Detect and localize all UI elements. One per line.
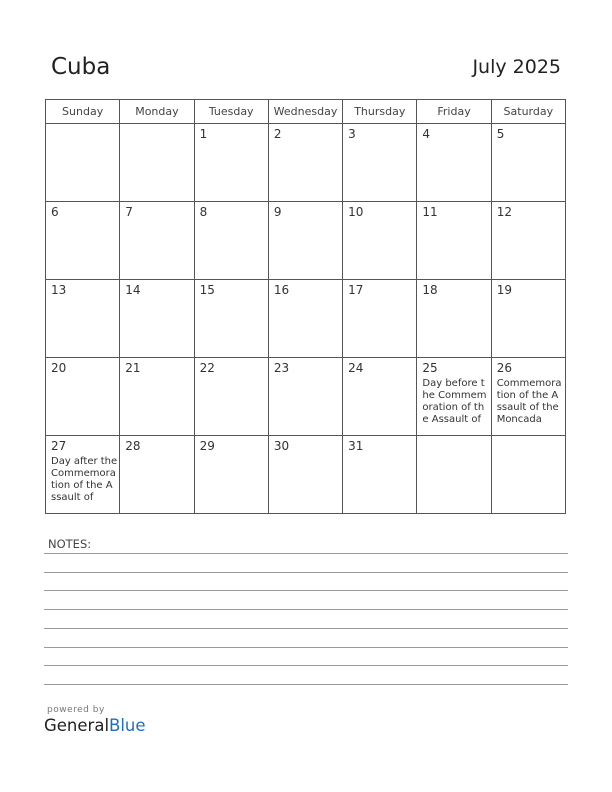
day-number: 16: [273, 283, 290, 297]
day-cell: [194, 280, 268, 358]
day-number: 29: [199, 439, 215, 453]
day-number: 31: [348, 439, 364, 453]
weekday-header-row: [46, 100, 566, 124]
day-cell: [194, 436, 268, 514]
weekday-sunday: Sunday: [46, 100, 120, 124]
day-cell: [343, 124, 417, 202]
holiday-label: Commemoration of the Assault of the Moncada: [496, 378, 562, 425]
day-number: 11: [422, 205, 438, 219]
day-number: 30: [273, 439, 290, 453]
day-cell: [491, 280, 565, 358]
generalblue-logo: [44, 716, 146, 735]
week-row: [46, 202, 566, 280]
brand-blue: Blue: [109, 716, 146, 735]
note-line: [44, 590, 568, 591]
note-line: [44, 553, 568, 554]
day-cell: [417, 436, 491, 514]
day-cell: [417, 358, 491, 436]
weekday-monday: Monday: [120, 100, 194, 124]
day-number: 6: [51, 205, 59, 219]
day-number: 1: [199, 127, 208, 141]
day-cell: [194, 124, 268, 202]
week-row: [46, 280, 566, 358]
day-number: 25: [422, 361, 438, 375]
day-cell: [417, 124, 491, 202]
day-number: 12: [496, 205, 512, 219]
day-number: 13: [51, 283, 67, 297]
day-number: 14: [125, 283, 141, 297]
day-number: 4: [422, 127, 431, 141]
note-line: [44, 572, 568, 573]
day-cell: [268, 280, 342, 358]
day-cell: [343, 280, 417, 358]
day-number: 21: [125, 361, 141, 375]
weekday-saturday: Saturday: [491, 100, 565, 124]
day-cell: [268, 124, 342, 202]
day-cell: [343, 436, 417, 514]
powered-by-text: powered by: [47, 705, 105, 715]
day-cell: [120, 436, 194, 514]
weekday-thursday: Thursday: [343, 100, 417, 124]
day-number: 9: [273, 205, 282, 219]
day-cell: [491, 124, 565, 202]
day-cell: [268, 436, 342, 514]
week-row: [46, 124, 566, 202]
month-year-title: July 2025: [472, 56, 561, 78]
day-number: 22: [199, 361, 215, 375]
day-cell: [46, 280, 120, 358]
note-line: [44, 647, 568, 648]
holiday-label: Day after the Commemoration of the Assault of: [51, 456, 118, 503]
day-cell: [120, 124, 194, 202]
day-number: 28: [125, 439, 141, 453]
brand-general: General: [44, 716, 110, 735]
day-number: 10: [348, 205, 364, 219]
day-cell: [194, 202, 268, 280]
country-title: Cuba: [51, 54, 111, 80]
day-number: 7: [125, 205, 133, 219]
day-number: 17: [348, 283, 364, 297]
weekday-tuesday: Tuesday: [194, 100, 268, 124]
note-line: [44, 684, 568, 685]
day-number: 5: [496, 127, 505, 141]
day-cell: [268, 358, 342, 436]
day-number: 2: [273, 127, 282, 141]
day-cell: [268, 202, 342, 280]
day-cell: [491, 436, 565, 514]
day-number: 19: [496, 283, 512, 297]
day-cell: [120, 202, 194, 280]
holiday-label: Day before the Commemoration of the Assault of: [422, 378, 487, 425]
week-row: [46, 436, 566, 514]
day-cell: [46, 358, 120, 436]
day-number: 24: [348, 361, 364, 375]
day-number: 20: [51, 361, 67, 375]
weekday-friday: Friday: [417, 100, 491, 124]
day-number: 15: [199, 283, 215, 297]
day-cell: [46, 124, 120, 202]
day-cell: [46, 202, 120, 280]
day-number: 27: [51, 439, 67, 453]
day-cell: [46, 436, 120, 514]
day-cell: [417, 202, 491, 280]
weekday-wednesday: Wednesday: [268, 100, 342, 124]
week-row: [46, 358, 566, 436]
day-cell: [417, 280, 491, 358]
day-number: 18: [422, 283, 438, 297]
day-cell: [120, 358, 194, 436]
day-number: 3: [348, 127, 356, 141]
notes-label: NOTES:: [48, 537, 92, 551]
day-number: 26: [496, 361, 512, 375]
day-number: 23: [273, 361, 290, 375]
day-cell: [343, 202, 417, 280]
calendar-grid: [45, 99, 566, 514]
day-cell: [194, 358, 268, 436]
note-line: [44, 665, 568, 666]
day-cell: [120, 280, 194, 358]
day-cell: [343, 358, 417, 436]
note-line: [44, 628, 568, 629]
day-cell: [491, 202, 565, 280]
note-line: [44, 609, 568, 610]
day-cell: [491, 358, 565, 436]
day-number: 8: [199, 205, 208, 219]
